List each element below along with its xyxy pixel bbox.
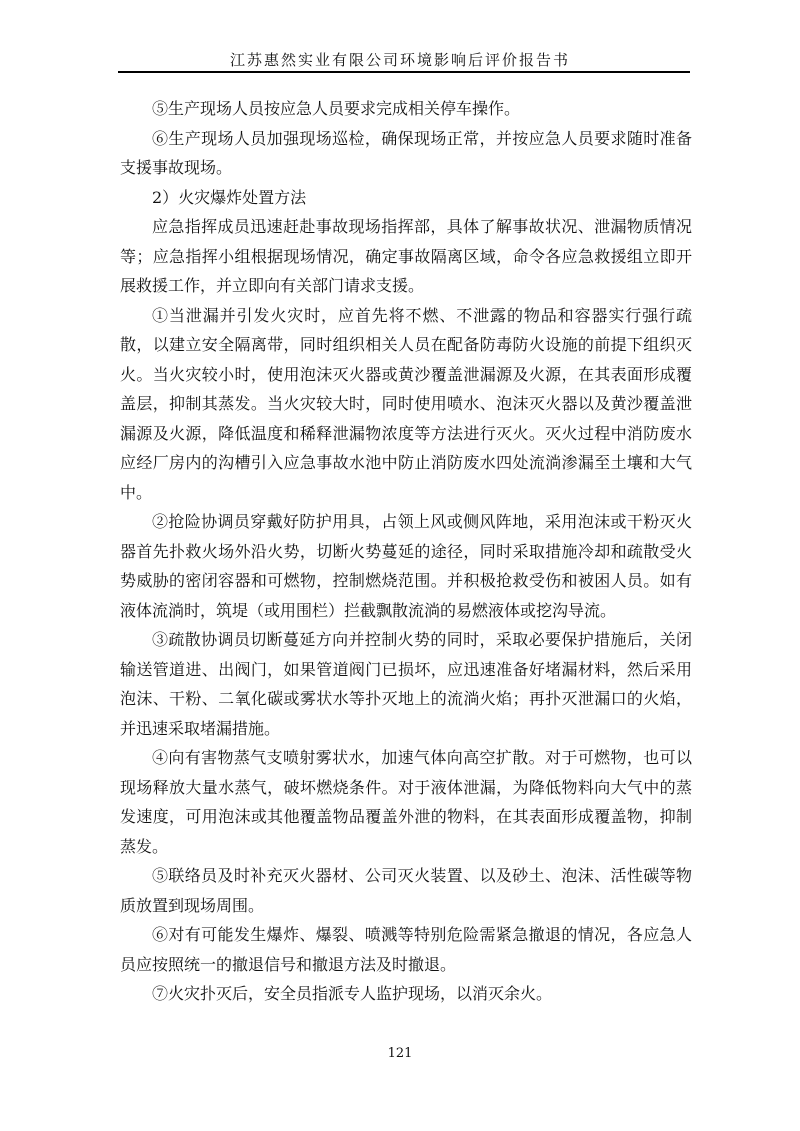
paragraph-fire-step-7: ⑦火灾扑灭后，安全员指派专人监护现场，以消灭余火。 <box>152 984 553 1003</box>
paragraph-fire-step-5: ⑤联络员及时补充灭火器材、公司灭火装置、以及砂土、泡沫、活性碳等物质放置到现场周围。 <box>120 866 692 915</box>
paragraph-fire-step-2: ②抢险协调员穿戴好防护用具，占领上风或侧风阵地，采用泡沫或干粉灭火器首先扑救火场外沿火势，切断火势蔓延的途径，同时采取措施冷却和疏散受火势威胁的密闭容器和可燃物，控制燃烧范围。并积极抢救受伤和被困人员。如有液体流淌时，筑堤（或用围栏）拦截飘散流淌的易燃液体或挖沟导流。 <box>120 512 692 620</box>
paragraph-fire-step-3: ③疏散协调员切断蔓延方向并控制火势的同时，采取必要保护措施后，关闭输送管道进、出阀门，如果管道阀门已损坏，应迅速准备好堵漏材料，然后采用泡沫、干粉、二氧化碳或雾状水等扑灭地上的流淌火焰；再扑灭泄漏口的火焰，并迅速采取堵漏措施。 <box>120 630 692 738</box>
document-header-title: 江苏惠然实业有限公司环境影响后评价报告书 <box>229 51 570 69</box>
document-body <box>120 94 692 1009</box>
paragraph-fire-step-4: ④向有害物蒸气支喷射雾状水，加速气体向高空扩散。对于可燃物，也可以现场释放大量水蒸气，破坏燃烧条件。对于液体泄漏，为降低物料向大气中的蒸发速度，可用泡沫或其他覆盖物品覆盖外泄的物料，在其表面形成覆盖物，抑制蒸发。 <box>120 748 692 856</box>
section-heading-fire-explosion: 2）火灾爆炸处置方法 <box>152 187 307 207</box>
paragraph-step-5-shutdown: ⑤生产现场人员按应急人员要求完成相关停车操作。 <box>152 99 521 118</box>
page-number: 121 <box>387 1046 413 1061</box>
paragraph-command-response: 应急指挥成员迅速赶赴事故现场指挥部，具体了解事故状况、泄漏物质情况等；应急指挥小组根据现场情况，确定事故隔离区域，命令各应急救援组立即开展救援工作，并立即向有关部门请求支援。 <box>120 217 692 295</box>
header-divider <box>118 71 690 73</box>
paragraph-fire-step-1: ①当泄漏并引发火灾时，应首先将不燃、不泄露的物品和容器实行强行疏散，以建立安全隔离带，同时组织相关人员在配备防毒防火设施的前提下组织灭火。当火灾较小时，使用泡沫灭火器或黄沙覆盖泄漏源及火源，在其表面形成覆盖层，抑制其蒸发。当火灾较大时，同时使用喷水、泡沫灭火器以及黄沙覆盖泄漏源及火源，降低温度和稀释泄漏物浓度等方法进行灭火。灭火过程中消防废水应经厂房内的沟槽引入应急事故水池中防止消防废水四处流淌渗漏至土壤和大气中。 <box>120 305 692 502</box>
paragraph-fire-step-6: ⑥对有可能发生爆炸、爆裂、喷溅等特别危险需紧急撤退的情况，各应急人员应按照统一的撤退信号和撤退方法及时撤退。 <box>120 925 692 974</box>
paragraph-step-6-patrol: ⑥生产现场人员加强现场巡检，确保现场正常，并按应急人员要求随时准备支援事故现场。 <box>120 128 692 177</box>
